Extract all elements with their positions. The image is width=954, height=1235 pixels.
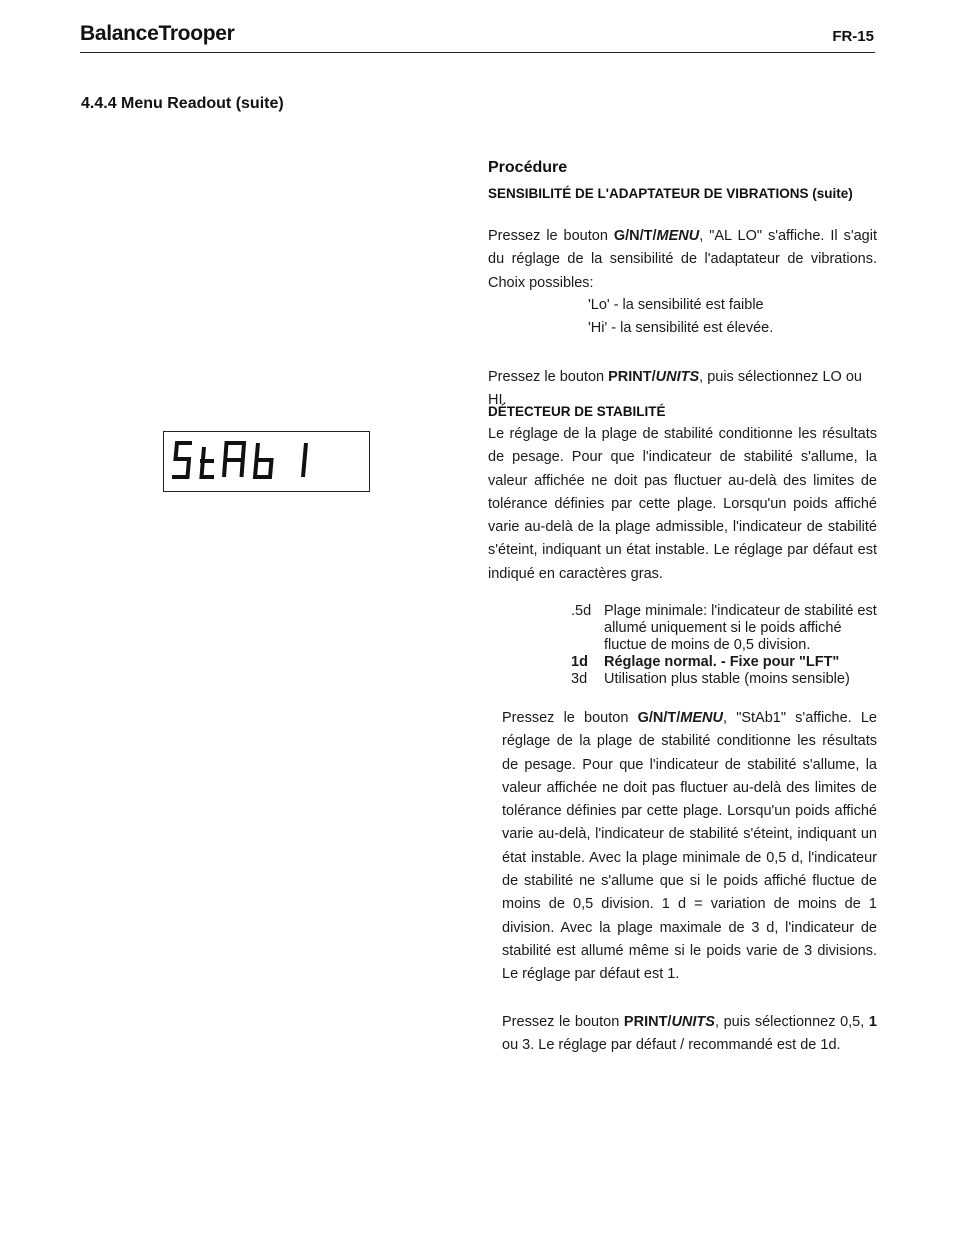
stability-subtitle: DÉTECTEUR DE STABILITÉ — [488, 404, 666, 419]
paragraph-stability — [488, 423, 877, 586]
paragraph-select-stability — [502, 1011, 877, 1058]
text: , "AL LO" s'affiche. Il s'agit du réglage de la sensibilité de l'adaptateur de vibrations. Choix possibles: — [488, 228, 877, 291]
text: Le réglage de la plage de stabilité conditionne les résultats de pesage. Pour que l'indicateur de stabilité s'allume, la valeur affichée ne doit pas fluctuer au-delà des limites de tolérance définies par cette plage. Lorsqu'un poids affiché varie au-delà de la plage admissible, l'indicateur de stabilité s'éteint, indiquant un état instable. Le réglage par défaut est indiqué en caractères gras. — [488, 426, 877, 582]
setting-row — [571, 603, 881, 654]
text: Pressez le bouton — [502, 1014, 624, 1030]
button-name-italic: MENU — [656, 228, 700, 244]
text: Pressez le bouton — [488, 369, 609, 385]
text: , puis sélectionnez LO ou HI. — [488, 369, 862, 409]
button-name: G/N/T/ — [613, 228, 657, 244]
paragraph-vibration — [488, 225, 877, 295]
button-name-italic: UNITS — [655, 369, 700, 385]
setting-key: 1d — [571, 654, 588, 670]
header-rule — [80, 52, 875, 53]
lcd-char-b — [255, 443, 272, 477]
text: Pressez le bouton — [488, 228, 614, 244]
document-title: BalanceTrooper — [80, 22, 235, 45]
vibration-subtitle: SENSIBILITÉ DE L'ADAPTATEUR DE VIBRATIONS (suite) — [488, 186, 853, 201]
setting-key: 3d — [571, 671, 588, 687]
procedure-title: Procédure — [488, 159, 568, 176]
page-number: FR-15 — [832, 28, 874, 45]
lcd-char-A — [224, 443, 244, 477]
option-hi: 'Hi' - la sensibilité est élevée. — [588, 320, 774, 336]
setting-row-default — [571, 654, 881, 671]
text: , "StAb1" s'affiche. Le réglage de la plage de stabilité conditionne les résultats de pesage. Pour que l'indicateur de stabilité s'allume, la valeur affichée ne doit pas fluctuer au-delà des limites de tolérance définies par cette plage. Lorsqu'un poids affiché varie au-delà, l'indicateur de stabilité s'éteint, indiquant un état instable. Avec la plage minimale de 0,5 d, l'indicateur de stabilité ne s'allume que si le poids affiché fluctue de moins de 0,5 division. 1 d = variation de moins de 1 division. Avec la plage maximale de 3 d, l'indicateur de stabilité est allumé même si le poids varie de 3 divisions. Le réglage par défaut est 1. — [502, 710, 877, 983]
settings-list — [571, 603, 881, 688]
button-name-italic: UNITS — [671, 1014, 715, 1030]
lcd-display-segments — [164, 432, 371, 493]
lcd-char-S — [172, 443, 192, 477]
setting-text: Utilisation plus stable (moins sensible) — [604, 671, 850, 687]
button-name-italic: MENU — [680, 710, 723, 726]
option-lo: 'Lo' - la sensibilité est faible — [588, 297, 764, 313]
setting-text: Réglage normal. - Fixe pour "LFT" — [604, 654, 840, 670]
button-name: PRINT/ — [608, 369, 656, 385]
lcd-char-1 — [303, 443, 306, 477]
paragraph-stab1 — [502, 707, 877, 987]
lcd-display — [163, 431, 370, 492]
button-name: G/N/T/ — [637, 710, 681, 726]
text: , puis sélectionnez 0,5, — [714, 1014, 869, 1030]
setting-row — [571, 671, 881, 688]
lcd-char-t — [200, 447, 214, 477]
text: Pressez le bouton — [502, 710, 638, 726]
section-title: 4.4.4 Menu Readout (suite) — [81, 95, 284, 112]
setting-key: .5d — [571, 603, 592, 619]
text: ou 3. Le réglage par défaut / recommandé est de 1d. — [502, 1037, 841, 1054]
button-name: PRINT/ — [623, 1014, 672, 1030]
setting-text: Plage minimale: l'indicateur de stabilité est allumé uniquement si le poids affiché fluctue de moins de 0,5 division. — [604, 603, 877, 653]
default-value: 1 — [868, 1014, 877, 1030]
